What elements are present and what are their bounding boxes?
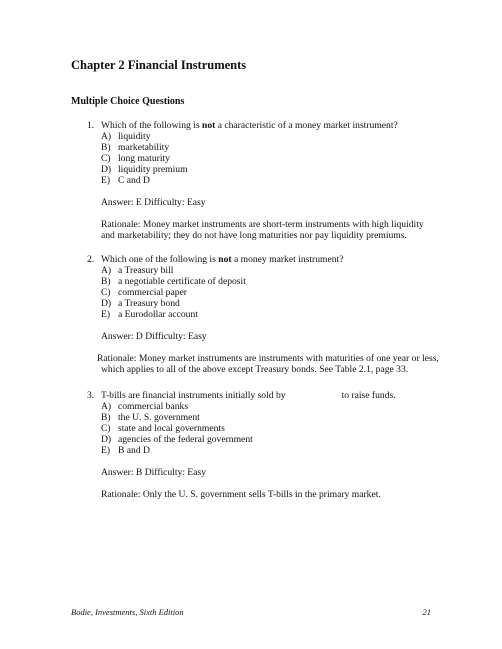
stem-emphasis: not [218,254,232,265]
stem-text: a money market instrument? [231,254,344,265]
rationale-line: Rationale: Money market instruments are instruments with maturities of one year or less, [97,353,439,364]
stem-text: Which one of the following is [101,254,219,265]
answer-line: Answer: D Difficulty: Easy [101,331,207,342]
rationale-line: and marketability; they do not have long maturities nor pay liquidity premiums. [101,230,407,241]
option-e: E) C and D [101,175,150,186]
question-1 [87,120,467,241]
options-list [101,401,467,456]
option-d: D) a Treasury bond [101,298,180,309]
section-title: Multiple Choice Questions [71,96,185,107]
question-2 [87,254,467,375]
stem-text: T-bills are financial instruments initially sold by [101,390,286,401]
stem-text: Which of the following is [101,120,202,131]
option-a: A) liquidity [101,131,151,142]
rationale-line: which applies to all of the above except Treasury bonds. See Table 2.1, page 33. [101,364,409,375]
rationale [101,219,467,241]
options-list [101,265,467,320]
question-stem [87,254,467,265]
option-c: C) commercial paper [101,287,187,298]
option-b: B) a negotiable certificate of deposit [101,276,246,287]
rationale-line: Rationale: Only the U. S. government sells T-bills in the primary market. [101,489,381,500]
question-3 [87,390,467,500]
option-b: B) marketability [101,142,170,153]
question-number: 1. [87,120,95,131]
option-a: A) commercial banks [101,401,189,412]
question-stem [87,390,467,401]
question-number: 3. [87,390,95,401]
option-a: A) a Treasury bill [101,265,174,276]
page-number: 21 [422,607,431,617]
stem-text: to raise funds. [341,390,396,401]
question-stem [87,120,467,131]
stem-emphasis: not [201,120,216,131]
answer-line: Answer: B Difficulty: Easy [101,467,207,478]
option-b: B) the U. S. government [101,412,200,423]
answer-line: Answer: E Difficulty: Easy [101,197,206,208]
option-d: D) agencies of the federal government [101,434,253,445]
options-list [101,131,467,186]
question-number: 2. [87,254,95,265]
option-e: E) B and D [101,445,150,456]
footer-book-title: Bodie, Investments, Sixth Edition [71,607,184,617]
chapter-title: Chapter 2 Financial Instruments [71,58,247,72]
rationale [97,353,467,375]
option-d: D) liquidity premium [101,164,188,175]
rationale [101,489,467,500]
option-c: C) state and local governments [101,423,225,434]
rationale-line: Rationale: Money market instruments are short-term instruments with high liquidity [101,219,424,230]
option-e: E) a Eurodollar account [101,309,198,320]
option-c: C) long maturity [101,153,170,164]
stem-text: a characteristic of a money market instrument? [215,120,398,131]
